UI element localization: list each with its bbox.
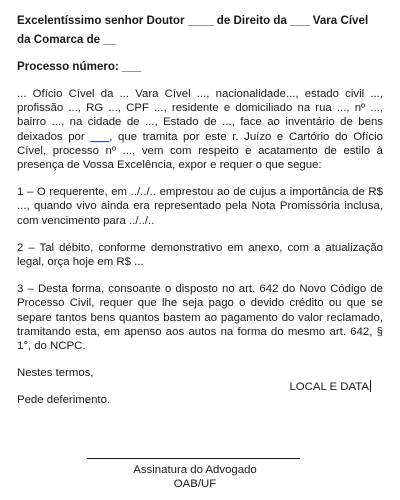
closing-terms: Nestes termos, (17, 367, 94, 380)
petition-document (17, 11, 383, 408)
item-3-paragraph: 3 – Desta forma, consoante o disposto no art. 642 do Novo Código de Processo Civil, requer que lhe seja pago o devido crédito ou que se separe tantos bens quantos bastem ao pagamento do valor reclamado, tramitando esta, em apenso aos autos na forma do mesmo art. 642, § 1°, do NCPC. (17, 283, 383, 353)
intro-text-part2: , que tramita por este r. Juízo e Cartório do Ofício Cível, processo nº ..., vem com respeito e acatamento de estilo à presença de Vossa Excelência, expor e requer o que segue: (17, 130, 383, 172)
blank-field-link[interactable]: ___ (90, 130, 110, 143)
place-date-field[interactable] (289, 380, 371, 394)
process-number-label: Processo número: ___ (17, 60, 142, 73)
intro-text-part1: ... Ofício Cível da ... Vara Cível ..., nacionalidade..., estado civil ..., profissão ..., RG ..., CPF ..., residente e domiciliado na rua ..., nº ..., bairro ..., na cidade de ..., Estado de ..., face ao inventário de bens deixados por (17, 88, 383, 143)
intro-paragraph (17, 87, 383, 172)
text-cursor (370, 380, 371, 392)
closing-request: Pede deferimento. (17, 394, 111, 407)
place-date-text: LOCAL E DATA (289, 381, 369, 393)
document-header: Excelentíssimo senhor Doutor ____ de Direito da ___ Vara Cível da Comarca de __ (17, 14, 369, 46)
item-1-paragraph: 1 – O requerente, em ../../.. emprestou ao de cujus a importância de R$ ..., quando vivo ainda era representado pela Nota Promissória inclusa, com vencimento para ../../.. (17, 186, 383, 227)
item-2-paragraph: 2 – Tal débito, conforme demonstrativo em anexo, com a atualização legal, orça hoje em R$ ... (17, 241, 383, 269)
signature-name: Assinatura do Advogado (133, 464, 257, 476)
signature-line (87, 458, 300, 459)
signature-oab: OAB/UF (173, 478, 217, 490)
